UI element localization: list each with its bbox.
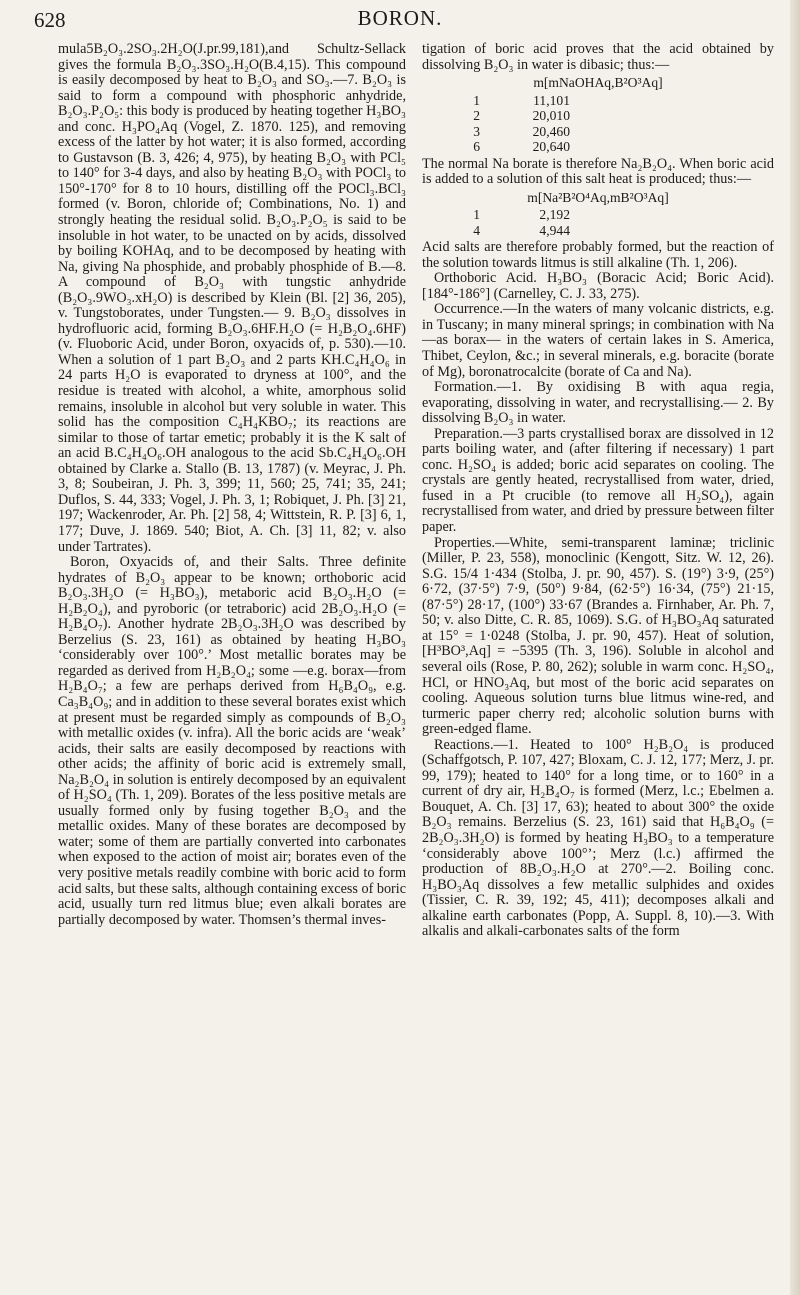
- left-column: [58, 42, 406, 928]
- running-header: [0, 6, 800, 32]
- thermal-table-1: [422, 75, 774, 155]
- paragraph: Formation.—1. By oxidising B with aqua regia, evaporating, dissolving in water, and recrystallising.— 2. By dissolving B₂O₃ in water.: [422, 379, 774, 427]
- page-edge: [790, 0, 800, 1295]
- paragraph: mula5B₂O₃.2SO₃.2H₂O(J.pr.99,181),and Schultz-Sellack gives the formula B₂O₃.3SO₃.H₂O(B.4,15). This compound is easily decomposed by heat to B₂O₃ and SO₃.—7. B₂O₃ is said to form a compound with phosphoric anhydride, B₂O₃.P₂O₅: this body is produced by heating together H₃BO₃ and conc. H₃PO₄Aq (Vogel, Z. 1870. 125), and removing excess of the latter by hot water; it is also formed, according to Gustavson (B. 3, 426; 4, 975), by heating B₂O₃ with PCl₅ to 140° for 3-4 days, and also by heating B₂O₃ with POCl₃ to 150°-170° for 8 to 10 hours, distilling off the POCl₃.BCl₃ formed (v. Boron, chloride of; Combinations, No. 1) and strongly heating the residual solid. B₂O₃.P₂O₅ is said to be insoluble in hot water, to be unacted on by acids, dissolved by boiling KOHAq, and to be decomposed by heating with Na, giving Na phosphide, and probably phosphide of B.—8. A compound of B₂O₃ with tungstic anhydride (B₂O₃.9WO₃.xH₂O) is described by Klein (Bl. [2] 36, 205), v. Tungstoborates, under Tungsten.— 9. B₂O₃ dissolves in hydrofluoric acid, forming B₂O₃.6HF.H₂O (= H₂B₂O₄.6HF) (v. Fluoboric Acid, under Boron, oxyacids of, p. 530).—10. When a solution of 1 part B₂O₃ and 2 parts KH.C₄H₄O₆ in 24 parts H₂O is evaporated to dryness at 100°, and the residue is treated with alcohol, a white, amorphous solid remains, insoluble in alcohol but very soluble in water. This solid has the composition C₄H₄KBO₇; its reactions are similar to those of tartar emetic; probably it is the K salt of an acid B.C₄H₄O₆.OH analogous to the acid Sb.C₄H₄O₆.OH obtained by Clarke a. Stallo (B. 13, 1787) (v. Meyrac, J. Ph. 3, 8; Soubeiran, J. Ph. 3, 399; 11, 560; 25, 741; 35, 241; Duflos, S. 44, 333; Vogel, J. Ph. 3, 1; Robiquet, J. Ph. [3] 21, 197; Wackenroder, Ar. Ph. [2] 58, 4; Wittstein, R. P. [3] 6, 1, 177; Duve, J. 1869. 540; Biot, A. Ch. [3] 11, 82; v. also under Tartrates).: [58, 41, 406, 555]
- table-row: [422, 207, 774, 223]
- table-row: [422, 139, 774, 155]
- page-title: BORON.: [357, 6, 443, 30]
- table-row: [422, 108, 774, 124]
- paragraph: Reactions.—1. Heated to 100° H₂B₂O₄ is produced (Schaffgotsch, P. 107, 427; Bloxam, C. J. 12, 177; Merz, J. pr. 99, 179); heated to 140° for a long time, or to 160° in a current of dry air, H₂B₄O₇ is formed (Merz, l.c.; Ebelmen a. Bouquet, A. Ch. [3] 17, 63); heated to about 300° the oxide B₂O₃ remains. Berzelius (S. 23, 161) said that H₆B₄O₉ (= 2B₂O₃.3H₂O) is formed by heating H₃BO₃ to a temperature ‘considerably above 100°’; Merz (l.c.) affirmed the production of 8B₂O₃.H₂O at 270°.—2. Boiling conc. H₃BO₃Aq dissolves a few metallic sulphides and oxides (Tissier, C. R. 39, 192; 45, 411); decomposes alkali and alkaline earth carbonates (Popp, A. Suppl. 8, 10).—3. With alkalis and alkali-carbonates salts of the form: [422, 736, 774, 940]
- table-row: [422, 124, 774, 140]
- table-heading: m[mNaOHAq,B²O³Aq]: [533, 75, 663, 91]
- paragraph: Boron, Oxyacids of, and their Salts. Three definite hydrates of B₂O₃ appear to be known; orthoboric acid B₂O₃.3H₂O (= H₃BO₃), metaboric acid B₂O₃.H₂O (= H₂B₂O₄), and pyroboric (or tetraboric) acid 2B₂O₃.H₂O (= H₂B₄O₇). Another hydrate 2B₂O₃.3H₂O was described by Berzelius (S. 23, 161) as obtained by heating H₃BO₃ ‘considerably over 100°.’ Most metallic borates may be regarded as derived from H₂B₂O₄; some —e.g. borax—from H₂B₄O₇; a few are perhaps derived from H₆B₄O₉, e.g. Ca₃B₄O₉; and in addition to these several borates exist which at present must be regarded simply as compounds of B₂O₃ with metallic oxides (v. infra). All the boric acids are ‘weak’ acids, their salts are easily decomposed by reactions with other acids; the affinity of boric acid is extremely small, Na₂B₂O₄ in solution is entirely decomposed by an equivalent of H₂SO₄ (Th. 1, 209). Borates of the less positive metals are usually formed only by fusing together B₂O₃ and the metallic oxides. Many of these borates are decomposed by water; some of them are partially converted into carbonates when exposed to the action of moist air; borates even of the very positive metals readily combine with boric acid to form acid salts, but these salts, although containing excess of boric acid, usually turn red litmus blue; even alkali borates are partially decomposed by water. Thomsen’s thermal inves-: [58, 554, 406, 928]
- table-cell: 4,944: [539, 222, 570, 238]
- table-cell: 3: [473, 123, 480, 139]
- table-cell: 6: [473, 139, 480, 155]
- right-column: [422, 42, 774, 940]
- table-cell: 1: [473, 207, 480, 223]
- paragraph: Orthoboric Acid. H₃BO₃ (Boracic Acid; Boric Acid). [184°-186°] (Carnelley, C. J. 33, 275).: [422, 270, 774, 302]
- thermal-table-2: [422, 190, 774, 239]
- paragraph: Properties.—White, semi-transparent laminæ; triclinic (Miller, P. 23, 558), monoclinic (Kengott, Sitz. W. 12, 26). S.G. 15/4 1·434 (Stolba, J. pr. 90, 457). S. (19°) 3·9, (25°) 6·72, (37·5°) 7·9, (50°) 9·84, (62·5°) 16·34, (75°) 21·15, (87·5°) 28·17, (100°) 33·67 (Brandes a. Firnhaber, Ar. Ph. 7, 50; v. also Ditte, C. R. 85, 1069). S.G. of H₃BO₃Aq saturated at 15° = 1·0248 (Stolba, J. pr. 90, 457). Heat of solution, [H³BO³,Aq] = −5395 (Th. 3, 196). Soluble in alcohol and several oils (Rose, P. 80, 262); soluble in warm conc. H₂SO₄, HCl, or HNO₃Aq, but most of the boric acid separates on cooling. Aqueous solution turns blue litmus wine-red, and turmeric paper cherry red; alcoholic solution burns with green-edged flame.: [422, 534, 774, 738]
- table-cell: 4: [473, 222, 480, 238]
- paragraph: tigation of boric acid proves that the acid obtained by dissolving B₂O₃ in water is dibasic; thus:—: [422, 41, 774, 73]
- table-cell: 20,460: [532, 123, 570, 139]
- table-cell: 20,640: [532, 139, 570, 155]
- table-row: [422, 223, 774, 239]
- paragraph: Acid salts are therefore probably formed, but the reaction of the solution towards litmus is still alkaline (Th. 1, 206).: [422, 239, 774, 271]
- table-cell: 20,010: [532, 108, 570, 124]
- table-cell: 1: [473, 92, 480, 108]
- paragraph: Occurrence.—In the waters of many volcanic districts, e.g. in Tuscany; in many mineral springs; in combination with Na—as borax— in the waters of certain lakes in S. America, Thibet, Ceylon, &c.; in several minerals, e.g. boracite (borate of Mg), boronatrocalcite (borate of Ca and Na).: [422, 301, 774, 380]
- table-cell: 2,192: [539, 207, 570, 223]
- paragraph: Preparation.—3 parts crystallised borax are dissolved in 12 parts boiling water, and (after filtering if necessary) 1 part conc. H₂SO₄ is added; boric acid separates on cooling. The crystals are gently heated, recrystallised from water, dried, fused in a Pt crucible (to remove all H₂SO₄), again recrystallised from water, and dried by pressure between filter paper.: [422, 425, 775, 536]
- page-number: 628: [34, 8, 66, 32]
- table-row: [422, 93, 774, 109]
- table-cell: 11,101: [533, 92, 570, 108]
- table-cell: 2: [473, 108, 480, 124]
- table-heading: m[Na²B²O⁴Aq,mB²O³Aq]: [527, 189, 669, 205]
- paragraph: The normal Na borate is therefore Na₂B₂O₄. When boric acid is added to a solution of this salt heat is produced; thus:—: [422, 155, 774, 188]
